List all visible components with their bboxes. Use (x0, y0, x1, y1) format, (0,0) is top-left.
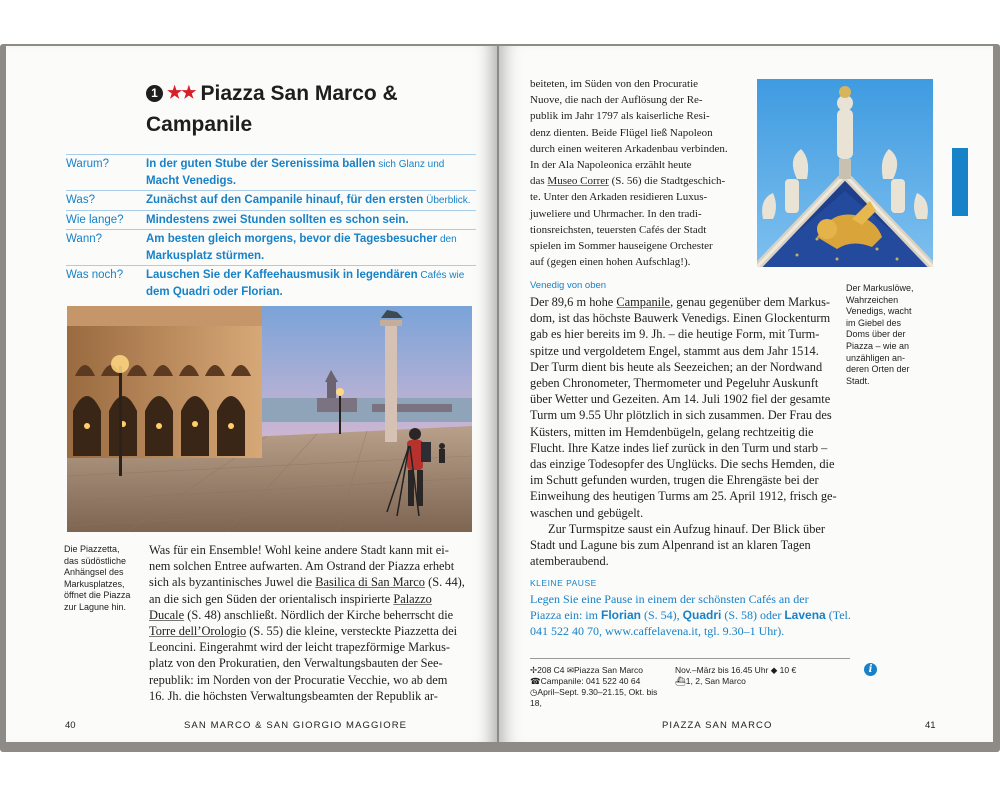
body-line: auf (gegen einen hohen Aufschlag!). (530, 256, 691, 269)
fact-answer-bold-2: dem Quadri oder Florian. (146, 286, 283, 298)
caption-line: Piazza – wie an (846, 340, 910, 351)
fact-answer (146, 231, 476, 264)
fact-row-wie-lange (66, 210, 476, 229)
caption-line: deren Orten der (846, 364, 910, 375)
body-line (149, 623, 479, 639)
info-line-hours: ◷April–Sept. 9.30–21.15, Okt. bis 18, (530, 687, 658, 708)
body-line: In der Ala Napoleonica erzählt heute (530, 159, 692, 172)
fact-row-wann (66, 229, 476, 265)
text-run: (S. 56) die Stadtgeschich- (608, 175, 726, 188)
body-line: Leoncini. Eingerahmt wird der leicht trapezförmige Markus- (149, 640, 451, 655)
fact-answer-bold-2: Markusplatz stürmen. (146, 250, 265, 262)
caption-line: Stadt. (846, 375, 870, 386)
fact-answer (146, 212, 476, 228)
body-line (149, 591, 479, 607)
body-line (149, 607, 479, 623)
body-line: Turm um 9.55 Uhr plötzlich in sich zusammen. Der Frau des (530, 408, 832, 423)
body-line: dom, ist das höchste Bauwerk Venedigs. Einen Glockenturm (530, 311, 831, 326)
title-line-1: Piazza San Marco (200, 82, 377, 105)
right-page (499, 46, 993, 742)
markus-lion-photo (757, 79, 933, 267)
markus-lion-illustration (757, 79, 933, 267)
body-line: das einzige Todesopfer des Unglücks. Die sechs Hemden, die (530, 457, 835, 472)
facts-table (66, 154, 476, 301)
link-museo-correr[interactable]: Museo Correr (547, 175, 609, 188)
body-text-mid (530, 294, 860, 569)
fact-answer-bold: Zunächst auf den Campanile hinauf, für den ersten (146, 194, 424, 206)
piazzetta-photo-illustration (67, 306, 472, 532)
pause-heading: KLEINE PAUSE (530, 578, 597, 588)
link-ducale[interactable]: Ducale (149, 607, 185, 622)
body-line: durch einen weiteren Arkadenbau verbinden. (530, 142, 728, 155)
page-number: 41 (925, 720, 936, 731)
body-line: über Wetter und Gezeiten. Am 14. Juli 1902 fiel der gesamte (530, 392, 831, 407)
body-line: Der Turm dient bis heute als Seezeichen; an der Nordwand (530, 359, 823, 374)
fact-answer (146, 267, 476, 300)
body-line: geben Chronometer, Thermometer und Pegeluhr Auskunft (530, 376, 819, 391)
sight-number-badge: 1 (146, 85, 163, 102)
fact-question: Wann? (66, 233, 103, 245)
info-column-2 (675, 665, 850, 687)
info-line-phone: ☎Campanile: 041 522 40 64 (530, 676, 641, 686)
fact-question: Warum? (66, 158, 110, 170)
fact-question: Was noch? (66, 269, 124, 281)
body-line: republik: im Norden von der Procuratie Vecchie, wo ab dem (149, 672, 448, 687)
page-number: 40 (65, 720, 76, 731)
fact-answer-bold: In der guten Stube der Serenissima ballen (146, 158, 376, 170)
body-line: waschen und gebügelt. (530, 505, 644, 520)
fact-answer-bold: Am besten gleich morgens, bevor die Tagesbesucher (146, 233, 438, 245)
photo-caption: Die Piazzetta, das südöstliche Anhängsel des Markusplatzes, öffnet die Piazza zur Lagune hin. (64, 544, 131, 612)
text-run: (S. 58) oder (721, 608, 785, 622)
body-line: Was für ein Ensemble! Wohl keine andere Stadt kann mit ei- (149, 543, 449, 557)
text-run: (S. 48) anschließt. Nördlich der Kirche beherrscht die (184, 607, 454, 622)
body-line (530, 173, 750, 189)
fact-answer-light: den (437, 234, 457, 245)
fact-question: Wie lange? (66, 214, 124, 226)
body-line: spielen im Sommer hauseigene Orchester (530, 240, 713, 253)
fact-answer-light: Cafés wie (417, 270, 465, 281)
pause-line (530, 607, 860, 623)
body-line: Zur Turmspitze saust ein Aufzug hinauf. Der Blick über (548, 521, 826, 536)
fact-answer (146, 156, 476, 189)
body-line: Einweihung des heutigen Turms am 25. April 1912, frisch ge- (530, 489, 837, 504)
caption-line: Doms über der (846, 329, 906, 340)
rating-stars-icon: ★★ (167, 83, 196, 102)
text-run: (S. 54), (641, 608, 683, 622)
body-line (149, 574, 479, 590)
piazzetta-photo (67, 306, 472, 532)
text-run: Piazza ein: im (530, 608, 601, 622)
caption-line: Der Markuslöwe, (846, 283, 914, 293)
pause-text (530, 591, 860, 639)
fact-answer-light: sich Glanz und (375, 159, 445, 170)
page-title (146, 77, 476, 140)
title-ampersand: & (376, 82, 398, 105)
section-subhead: Venedig von oben (530, 280, 607, 291)
fact-row-was (66, 190, 476, 210)
cafe-florian: Florian (600, 608, 641, 622)
pause-line: Legen Sie eine Pause in einem der schönsten Cafés an der (530, 592, 809, 606)
body-line: gab es hier bereits im 9. Jh. – die heutige Form, mit Turm- (530, 327, 820, 342)
body-line: im Schutt gefunden wurden, trugen die Ehrengäste bei der (530, 473, 819, 488)
body-line: spitze und vergoldetem Engel, stammt aus dem Jahr 1514. (530, 343, 819, 358)
fact-answer-light: Überblick. (423, 195, 471, 206)
info-icon: i (864, 663, 877, 676)
fact-row-warum (66, 154, 476, 190)
fact-answer-bold-2: Macht Venedigs. (146, 175, 237, 187)
link-torre[interactable]: Torre dell’Orologio (149, 624, 247, 639)
text-run: (Tel. (825, 608, 851, 622)
caption-line: im Giebel des (846, 317, 902, 328)
text-run: Der 89,6 m hohe (530, 295, 617, 309)
body-line: tionsreichsten, teuersten Cafés der Stadt (530, 223, 707, 236)
caption-line: unzähligen an- (846, 352, 906, 363)
body-text-top (530, 76, 750, 270)
fact-row-was-noch (66, 265, 476, 301)
info-line-boat: ⛴1, 2, San Marco (675, 676, 746, 686)
text-run: sich als byzantinisches Juwel die (149, 575, 316, 590)
body-line: platz von den Prokuratien, den Verwaltungsbauten der See- (149, 656, 443, 671)
caption-line: Venedigs, wacht (846, 306, 912, 317)
chapter-thumb-tab (952, 148, 968, 216)
body-line: juweliere und Uhrmacher. In den tradi- (530, 207, 702, 220)
link-palazzo[interactable]: Palazzo (393, 591, 432, 606)
info-line-location: ✢208 C4 ✉Piazza San Marco (530, 665, 643, 675)
left-page (6, 46, 497, 742)
info-divider (530, 658, 850, 659)
body-line: te. Unter den Arkaden residieren Luxus- (530, 191, 708, 204)
text-run: das (530, 175, 548, 188)
info-column-1 (530, 665, 670, 709)
body-line: Stadt und Lagune bis zum Alpenrand ist an klaren Tagen (530, 538, 811, 553)
body-line (530, 294, 860, 310)
text-run: (S. 44), (424, 575, 465, 590)
body-line: Nuove, die nach der Auflösung der Re- (530, 94, 703, 107)
title-line-2: Campanile (146, 113, 253, 136)
cafe-quadri: Quadri (682, 608, 722, 622)
cafe-lavena: Lavena (784, 608, 826, 622)
caption-line: Wahrzeichen (846, 294, 899, 305)
body-line: beiteten, im Süden von den Procuratie (530, 78, 699, 90)
info-line-price: Nov.–März bis 16.45 Uhr ◆ 10 € (675, 665, 797, 675)
text-run: , genau gegenüber dem Markus- (670, 295, 831, 309)
fact-question: Was? (66, 194, 95, 206)
fact-answer-bold: Mindestens zwei Stunden sollten es schon sein. (146, 214, 409, 226)
text-run: (S. 55) die kleine, versteckte Piazzetta dei (246, 624, 458, 639)
pause-line: 041 522 40 70, www.caffelavena.it, tgl. 9.30–1 Uhr). (530, 624, 785, 638)
body-line: Küsters, mitten im Hemdenbügeln, gelang rechtzeitig die (530, 424, 814, 439)
fact-answer-bold: Lauschen Sie der Kaffeehausmusik in legendären (146, 269, 418, 281)
body-line: Flucht. Ihre Katze indes lief zurück in den Turm und starb – (530, 440, 828, 455)
body-line: 16. Jh. die höchsten Verwaltungsbeamten der Republik ar- (149, 688, 438, 703)
running-head: PIAZZA SAN MARCO (662, 720, 773, 731)
body-text (149, 542, 479, 704)
link-basilica[interactable]: Basilica di San Marco (315, 575, 425, 590)
body-line: atemberaubend. (530, 554, 609, 569)
body-line: nem solchen Entree aufwarten. Am Ostrand der Piazza erhebt (149, 559, 455, 574)
text-run: an die sich gen Süden der orientalisch inspirierte (149, 591, 394, 606)
body-line: publik im Jahr 1797 als kaiserliche Resi- (530, 110, 710, 123)
body-line: denz dienten. Beide Flügel ließ Napoleon (530, 126, 713, 139)
fact-answer (146, 192, 476, 209)
link-campanile[interactable]: Campanile (616, 295, 671, 309)
running-head: SAN MARCO & SAN GIORGIO MAGGIORE (184, 720, 408, 731)
